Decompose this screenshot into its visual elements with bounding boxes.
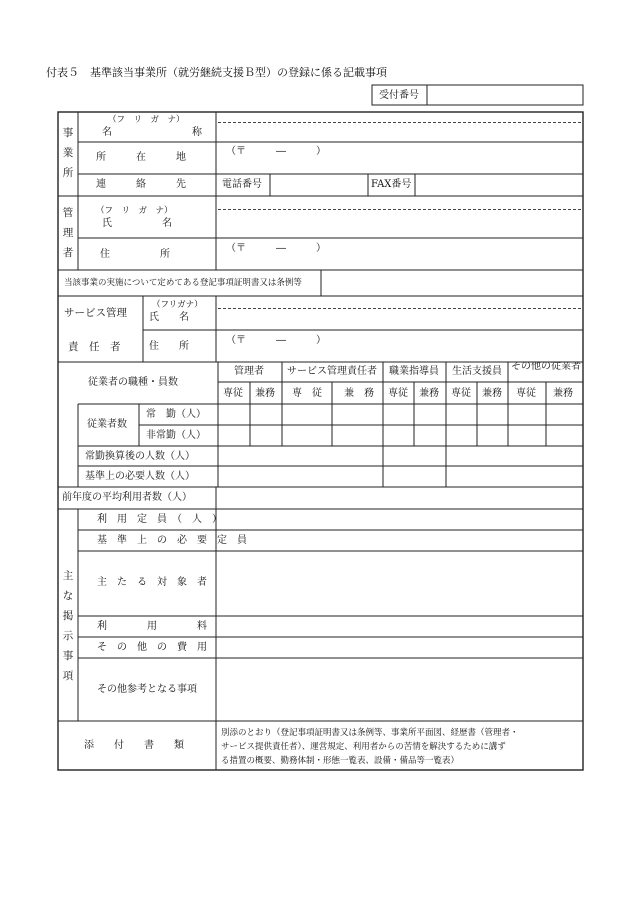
fee-label: 利 用 料: [97, 621, 207, 632]
jigyosho-furigana-label: （フ リ ガ ナ）: [108, 115, 185, 125]
service-manager-label-1: サービス管理: [64, 307, 127, 319]
sub-header: 専従: [223, 388, 243, 399]
furigana-divider: [218, 122, 581, 123]
role-header: その他の従業者: [511, 362, 581, 372]
jigyosho-group-label: 事 業 所: [62, 127, 74, 179]
service-manager-label-2: 責 任 者: [68, 341, 121, 353]
main-items-group-label: 主 な 掲 示 事 項: [62, 570, 74, 682]
target-users-label: 主 た る 対 象 者: [97, 577, 207, 588]
kanrisha-group-label: 管 理 者: [62, 207, 74, 259]
parttime-label: 非常勤（人）: [146, 430, 206, 441]
role-header: 職業指導員: [389, 366, 439, 377]
sub-header: 専従: [388, 388, 408, 399]
fulltime-label: 常 勤（人）: [146, 409, 206, 420]
role-header: 生活支援員: [452, 366, 502, 377]
other-cost-label: そ の 他 の 費 用: [97, 642, 207, 653]
furigana-divider: [218, 209, 581, 210]
kanrisha-postal[interactable]: （〒 ― ）: [226, 243, 326, 254]
attachments-label: 添 付 書 類: [84, 740, 184, 751]
sub-header: 兼 務: [344, 388, 374, 399]
required-staff-label: 基準上の必要人数（人）: [85, 471, 195, 482]
service-manager-furigana-label: （フリガナ）: [152, 300, 203, 310]
sub-header: 兼務: [553, 388, 573, 399]
role-header: サービス管理責任者: [287, 366, 377, 377]
sub-header: 専従: [451, 388, 471, 399]
other-reference-label: その他参考となる事項: [97, 684, 197, 695]
service-manager-name-label: 氏 名: [149, 312, 189, 323]
jigyosho-address-label: 所 在 地: [96, 152, 186, 163]
form-title: 付表５ 基準該当事業所（就労継続支援Ｂ型）の登録に係る記載事項: [46, 66, 387, 79]
sub-header: 専 従: [292, 388, 322, 399]
attachments-text: 別添のとおり（登記事項証明書又は条例等、事業所平面図、経歴書（管理者・ サービス提供責任者）、運営規定、利用者からの苦情を解決するために講ず る措置の概要、勤務体制・形態一覧表、設備・備品等一覧表）: [221, 728, 519, 766]
jigyosho-contact-label: 連 絡 先: [96, 179, 186, 190]
jigyosho-name-label: 名 称: [102, 127, 202, 138]
capacity-label: 利 用 定 員 （ 人 ）: [97, 514, 222, 525]
receipt-number-field[interactable]: [430, 87, 581, 103]
fax-label: FAX番号: [371, 179, 412, 190]
service-manager-postal[interactable]: （〒 ― ）: [226, 335, 326, 346]
sub-header: 兼務: [255, 388, 275, 399]
fte-label: 常勤換算後の人数（人）: [85, 451, 195, 462]
role-header: 管理者: [234, 366, 264, 377]
regulation-label: 当該事業の実施について定めてある登記事項証明書又は条例等: [64, 278, 302, 288]
sub-header: 兼務: [419, 388, 439, 399]
sub-header: 兼務: [482, 388, 502, 399]
avg-users-label: 前年度の平均利用者数（人）: [62, 492, 192, 503]
staff-table-title: 従業者の職種・員数: [88, 377, 178, 388]
phone-label: 電話番号: [222, 179, 262, 190]
furigana-divider: [218, 308, 581, 309]
staff-count-label: 従業者数: [87, 419, 127, 430]
kanrisha-name-label: 氏 名: [102, 218, 172, 229]
kanrisha-address-label: 住 所: [100, 249, 170, 260]
receipt-label: 受付番号: [379, 90, 419, 101]
std-capacity-label: 基 準 上 の 必 要 定 員: [97, 535, 247, 546]
kanrisha-furigana-label: （フ リ ガ ナ）: [96, 206, 173, 216]
sub-header: 専従: [516, 388, 536, 399]
jigyosho-postal[interactable]: （〒 ― ）: [226, 146, 326, 157]
service-manager-address-label: 住 所: [149, 341, 189, 352]
